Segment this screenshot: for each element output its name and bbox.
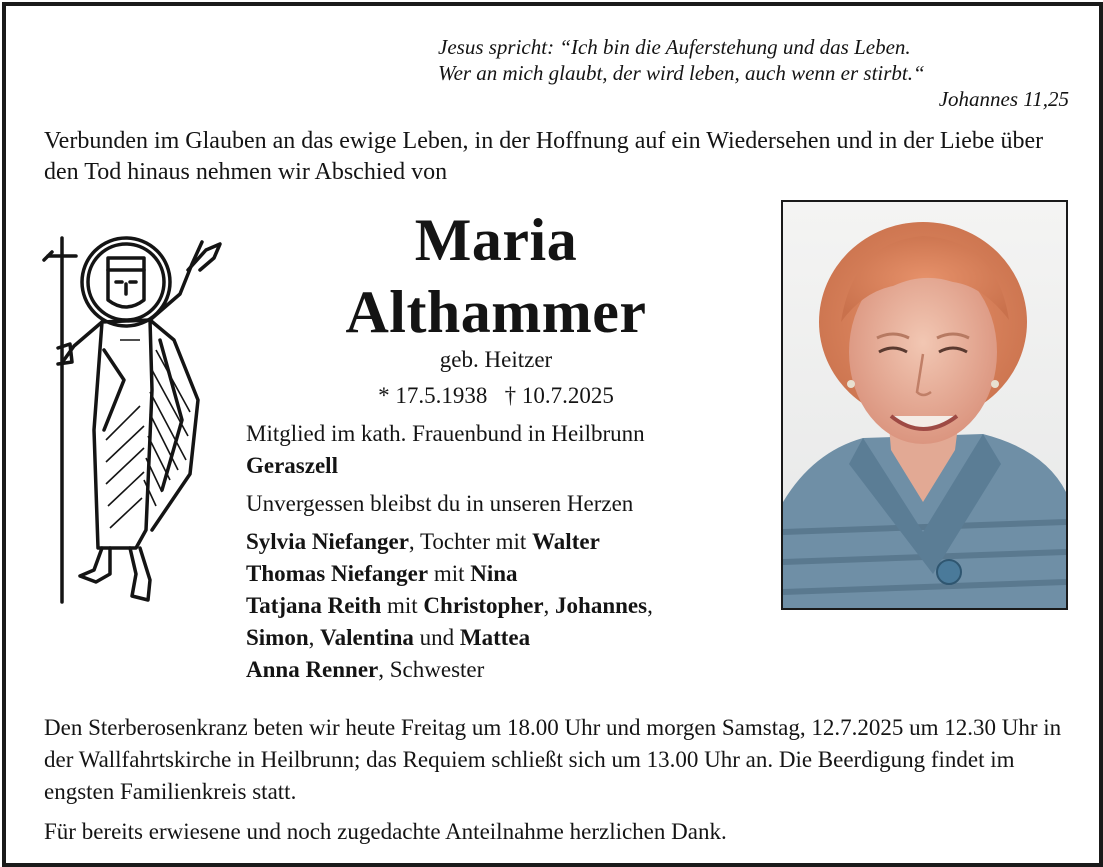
quote-line-2: Wer an mich glaubt, der wird leben, auch wenn er stirbt.“ [438, 61, 925, 85]
mourner-name: Thomas Niefanger [246, 561, 429, 586]
mourner-name: Valentina [320, 625, 414, 650]
obituary-body [246, 418, 766, 686]
mourner-name: Walter [532, 529, 600, 554]
mourner-name: Simon [246, 625, 309, 650]
family-list [246, 526, 766, 686]
mourner-name: Tatjana Reith [246, 593, 382, 618]
bible-quote [423, 34, 1069, 112]
place-name: Geraszell [246, 453, 338, 478]
service-details [44, 712, 1064, 848]
relation-text: , Tochter mit [408, 529, 533, 554]
separator-text: , [308, 625, 321, 650]
portrait-photo [781, 200, 1068, 610]
mourner-name: Nina [470, 561, 518, 586]
mourner-name: Mattea [459, 625, 531, 650]
family-line [246, 590, 766, 622]
quote-reference: Johannes 11,25 [938, 87, 1069, 111]
relation-text: mit [428, 561, 471, 586]
rosary-text: Den Sterberosenkranz beten wir heute Freitag um 18.00 Uhr und morgen Samstag, 12.7.2025 um 12.30 Uhr in der Wallfahrtskirche in Heilbrunn; das Requiem schließt sich um 13.00 Uhr an. Die Beerdigung findet im engsten Familienkreis statt. [44, 715, 1062, 804]
intro-text: Verbunden im Glauben an das ewige Leben, in der Hoffnung auf ein Wiedersehen und in der Liebe über den Tod hinaus nehmen wir Abschied von [44, 128, 1044, 185]
obituary-frame [2, 2, 1103, 867]
mourner-name: Johannes [555, 593, 648, 618]
family-line [246, 526, 766, 558]
birth-name: geb. Heitzer [439, 347, 553, 372]
family-line [246, 558, 766, 590]
relation-text: mit [381, 593, 424, 618]
separator-text: , [647, 593, 653, 618]
remembrance-text: Unvergessen bleibst du in unseren Herzen [246, 491, 634, 516]
first-name: Maria [414, 207, 578, 273]
family-line [246, 654, 766, 686]
deceased-name [246, 204, 746, 348]
relation-text: und [413, 625, 460, 650]
membership-text: Mitglied im kath. Frauenbund in Heilbrunn [246, 421, 645, 446]
risen-christ-icon [40, 230, 230, 610]
last-name: Althammer [345, 279, 647, 345]
family-line [246, 622, 766, 654]
mourner-name: Anna Renner [246, 657, 379, 682]
relation-text: , Schwester [378, 657, 485, 682]
mourner-name: Sylvia Niefanger [246, 529, 409, 554]
quote-line-1: Jesus spricht: “Ich bin die Auferstehung und das Leben. [438, 35, 911, 59]
separator-text: , [543, 593, 556, 618]
life-dates: * 17.5.1938 † 10.7.2025 [378, 383, 614, 408]
mourner-name: Christopher [423, 593, 544, 618]
portrait-image [783, 202, 1066, 608]
thanks-text: Für bereits erwiesene und noch zugedachte Anteilnahme herzlichen Dank. [44, 819, 727, 844]
